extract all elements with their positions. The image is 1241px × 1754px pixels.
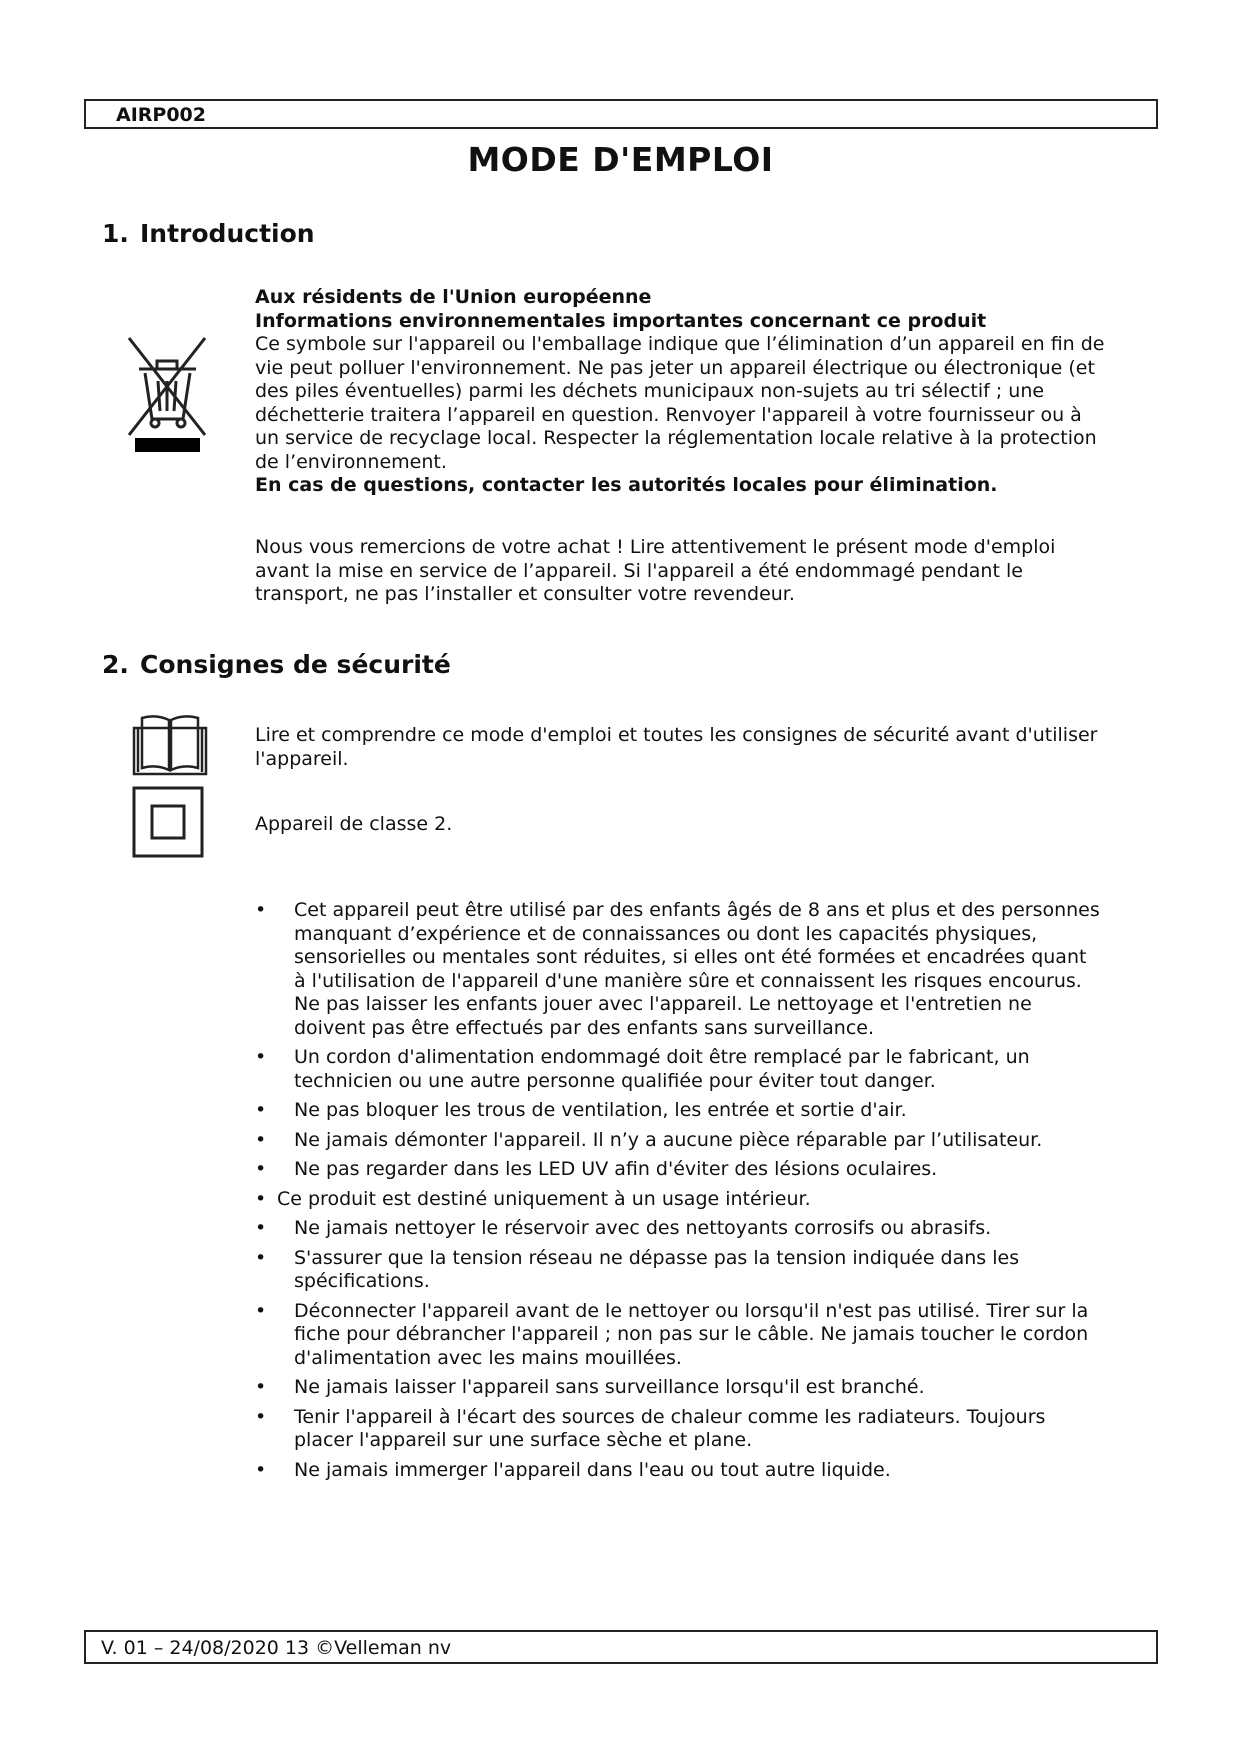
- thanks-paragraph: [255, 536, 1135, 607]
- list-item: [255, 1300, 1145, 1371]
- bullet-line: • Ne jamais immerger l'appareil dans l'eau ou tout autre liquide.: [294, 1458, 891, 1481]
- list-item: [255, 1046, 1145, 1093]
- bullet-line: spécifications.: [294, 1270, 430, 1292]
- class-2-double-square-icon: [132, 786, 204, 858]
- section-1-heading: [102, 219, 315, 248]
- bullet-line: technicien ou une autre personne qualifiée pour éviter tout danger.: [294, 1069, 936, 1092]
- bullet-line: • Ne jamais nettoyer le réservoir avec des nettoyants corrosifs ou abrasifs.: [294, 1217, 992, 1239]
- bullet-line: sensorielles ou mentales sont réduites, si elles ont été formées et encadrées quant: [294, 946, 1087, 968]
- read-manual-book-icon: [132, 714, 208, 776]
- bullet-line: • Déconnecter l'appareil avant de le nettoyer ou lorsqu'il n'est pas utilisé. Tirer sur la: [294, 1299, 1089, 1322]
- env-line: Ce symbole sur l'appareil ou l'emballage indique que l’élimination d’un appareil en fin de: [255, 333, 1105, 355]
- bullet-line: doivent pas être effectués par des enfants sans surveillance.: [294, 1016, 875, 1039]
- bullet-line: Ne pas laisser les enfants jouer avec l'appareil. Le nettoyage et l'entretien ne: [294, 993, 1032, 1015]
- manual-line: Lire et comprendre ce mode d'emploi et toutes les consignes de sécurité avant d'utiliser: [255, 724, 1098, 746]
- env-title-1: Aux résidents de l'Union européenne: [255, 286, 652, 308]
- env-line: un service de recyclage local. Respecter la réglementation locale relative à la protection: [255, 427, 1097, 449]
- list-item: [255, 1099, 1145, 1123]
- bullet-line: d'alimentation avec les mains mouillées.: [294, 1346, 682, 1369]
- section-1-number: 1.: [102, 219, 129, 248]
- read-manual-text: [255, 724, 1135, 771]
- page-title: MODE D'EMPLOI: [467, 140, 774, 179]
- list-item: [255, 1406, 1145, 1453]
- bullet-line: • Tenir l'appareil à l'écart des sources de chaleur comme les radiateurs. Toujours: [294, 1405, 1046, 1428]
- bullet-line: • Ce produit est destiné uniquement à un usage intérieur.: [277, 1187, 811, 1210]
- safety-bullet-list: [255, 899, 1145, 1488]
- bullet-line: • Ne jamais démonter l'appareil. Il n’y a aucune pièce réparable par l’utilisateur.: [294, 1128, 1043, 1151]
- list-item: [255, 1188, 1145, 1212]
- manual-line: l'appareil.: [255, 747, 349, 770]
- list-item: [255, 1247, 1145, 1294]
- bullet-line: • Ne pas bloquer les trous de ventilation, les entrée et sortie d'air.: [294, 1099, 907, 1121]
- env-bold-note: En cas de questions, contacter les autorités locales pour élimination.: [255, 474, 998, 496]
- section-2-heading: [102, 650, 451, 679]
- bullet-line: • Ne jamais laisser l'appareil sans surveillance lorsqu'il est branché.: [294, 1376, 925, 1398]
- thanks-line: Nous vous remercions de votre achat ! Lire attentivement le présent mode d'emploi: [255, 536, 1056, 558]
- env-line: déchetterie traitera l’appareil en question. Renvoyer l'appareil à votre fournisseur ou à: [255, 403, 1082, 426]
- env-line: des piles éventuelles) parmi les déchets municipaux non-sujets au tri sélectif ; une: [255, 380, 1045, 402]
- list-item: [255, 1158, 1145, 1182]
- footer-version: V. 01 – 24/08/2020 13 ©Velleman nv: [101, 1637, 452, 1659]
- thanks-line: transport, ne pas l’installer et consulter votre revendeur.: [255, 583, 795, 605]
- env-line: vie peut polluer l'environnement. Ne pas jeter un appareil électrique ou électronique (et: [255, 356, 1095, 379]
- footer-box: [84, 1630, 1158, 1664]
- thanks-line: avant la mise en service de l’appareil. Si l'appareil a été endommagé pendant le: [255, 559, 1023, 582]
- bullet-line: fiche pour débrancher l'appareil ; non pas sur le câble. Ne jamais toucher le cordon: [294, 1323, 1089, 1345]
- bullet-line: manquant d’expérience et de connaissances ou dont les capacités physiques,: [294, 922, 1038, 945]
- environment-info: [255, 286, 1135, 498]
- section-1-title: Introduction: [140, 219, 315, 248]
- section-2-number: 2.: [102, 650, 129, 679]
- header-box: [84, 99, 1158, 129]
- list-item: [255, 1376, 1145, 1400]
- list-item: [255, 1459, 1145, 1483]
- model-number: AIRP002: [116, 104, 206, 126]
- list-item: [255, 1217, 1145, 1241]
- bullet-line: à l'utilisation de l'appareil d'une manière sûre et connaissent les risques encourus.: [294, 969, 1082, 992]
- bullet-line: • Un cordon d'alimentation endommagé doit être remplacé par le fabricant, un: [294, 1046, 1030, 1068]
- bullet-line: placer l'appareil sur une surface sèche et plane.: [294, 1429, 753, 1451]
- list-item: [255, 1129, 1145, 1153]
- bullet-line: • S'assurer que la tension réseau ne dépasse pas la tension indiquée dans les: [294, 1246, 1020, 1269]
- env-line: de l’environnement.: [255, 450, 447, 473]
- list-item: [255, 899, 1145, 1040]
- class-2-text: Appareil de classe 2.: [255, 813, 453, 835]
- weee-crossed-bin-icon: [125, 335, 210, 455]
- section-2-title: Consignes de sécurité: [140, 650, 451, 679]
- env-title-2: Informations environnementales importantes concernant ce produit: [255, 309, 987, 332]
- bullet-line: • Ne pas regarder dans les LED UV afin d'éviter des lésions oculaires.: [294, 1158, 938, 1180]
- bullet-line: • Cet appareil peut être utilisé par des enfants âgés de 8 ans et plus et des personnes: [294, 899, 1100, 921]
